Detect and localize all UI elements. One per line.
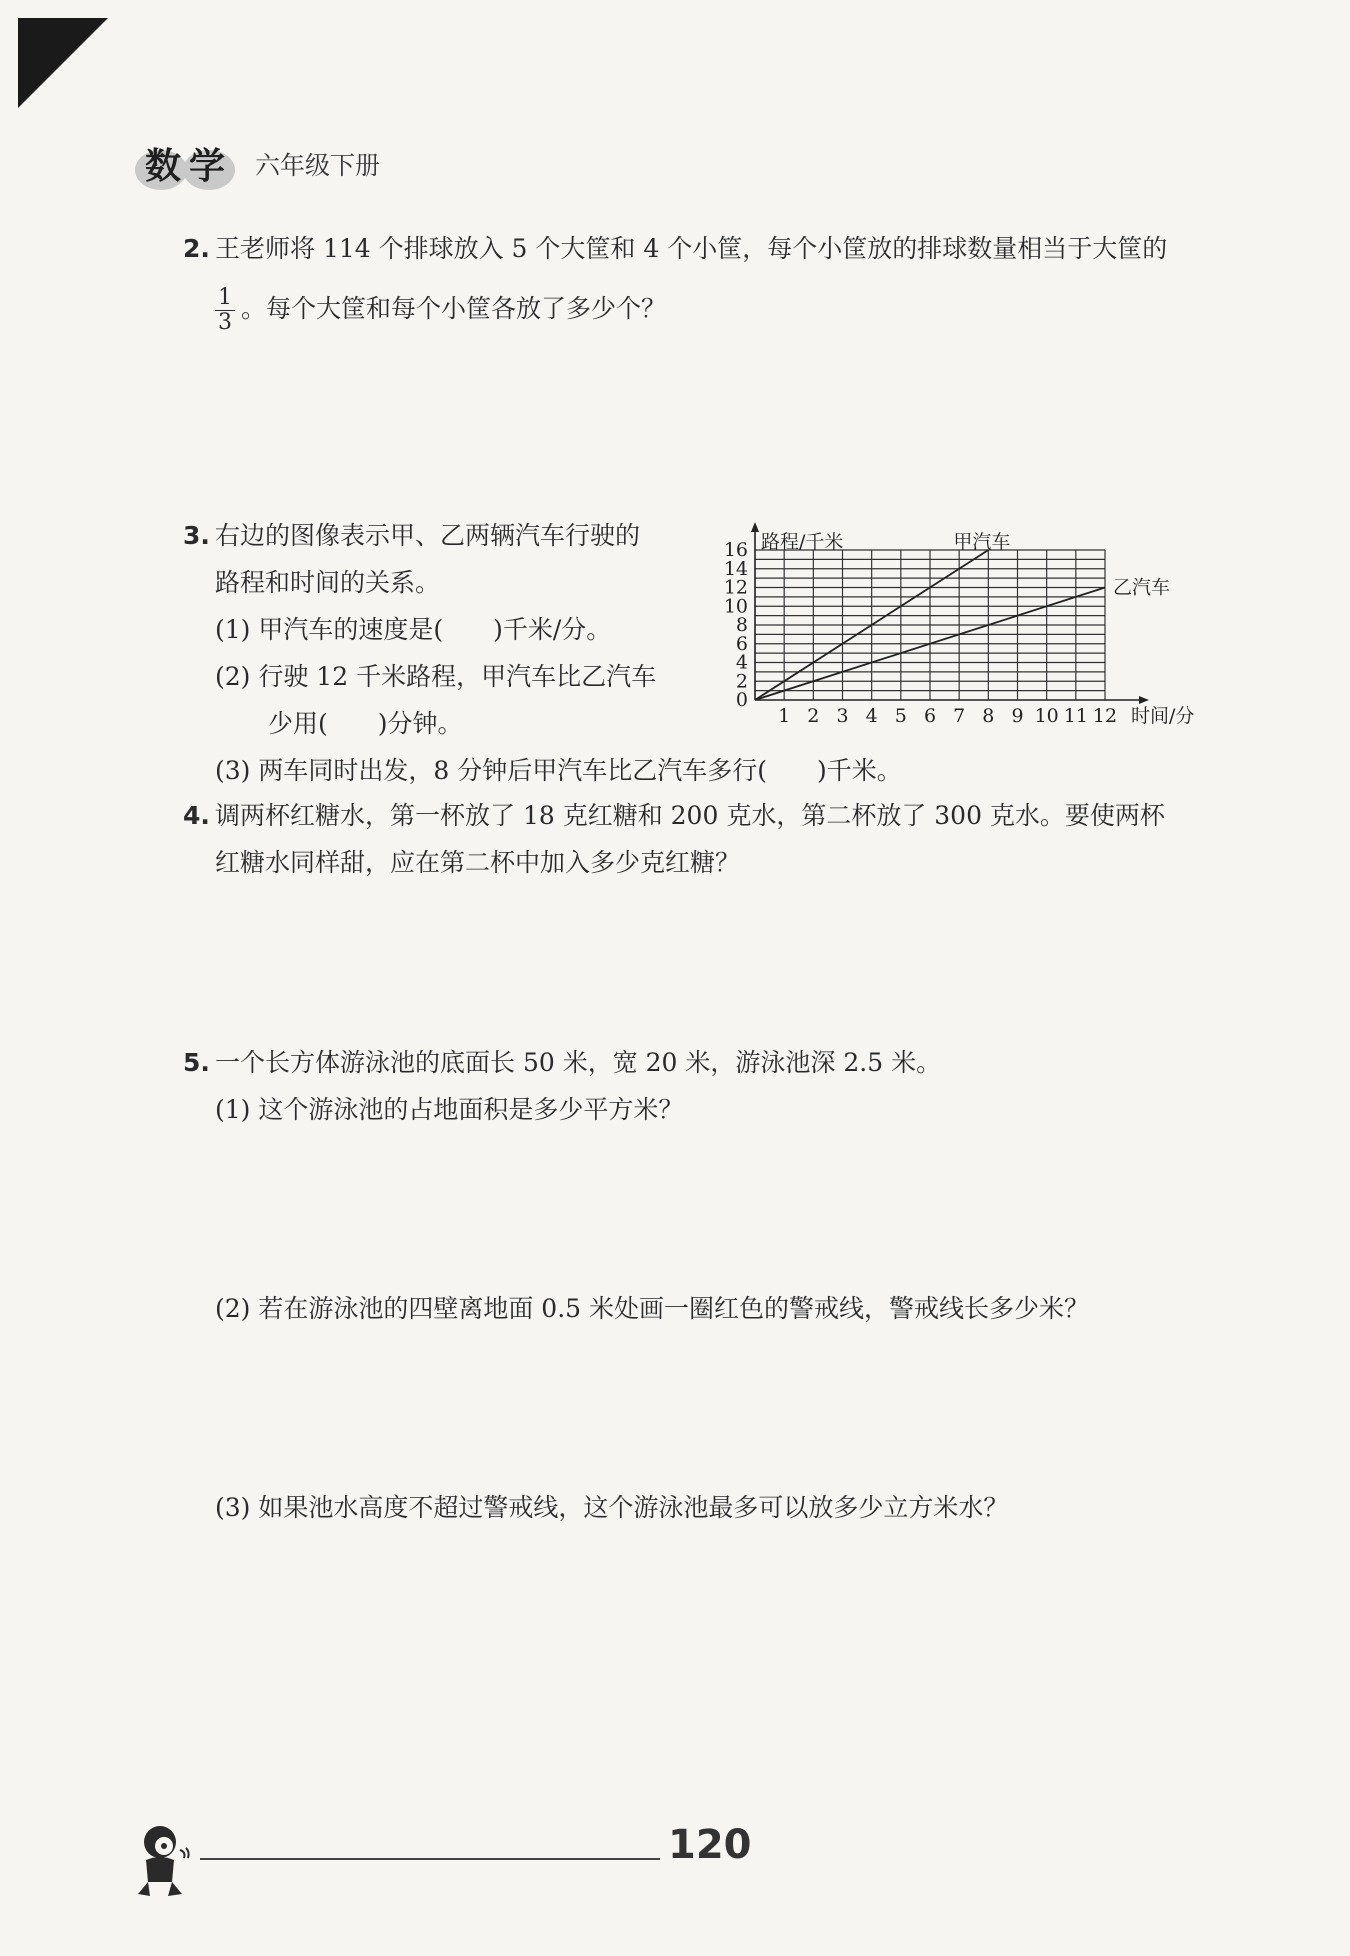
y-tick-label: 0 xyxy=(735,689,748,711)
question-5-sub2 xyxy=(215,1286,1089,1332)
x-axis-label: 时间/分 xyxy=(1131,705,1195,727)
sub-question: (1) 这个游泳池的占地面积是多少平方米？ xyxy=(215,1095,684,1124)
x-tick-label: 12 xyxy=(1092,705,1118,727)
question-number: 5. xyxy=(183,1048,210,1077)
question-number: 2. xyxy=(183,234,210,263)
distance-time-chart xyxy=(700,515,1220,735)
y-tick-label: 6 xyxy=(735,632,748,655)
x-tick-label: 4 xyxy=(865,705,878,727)
question-5-sub3 xyxy=(215,1485,1008,1531)
question-text: 右边的图像表示甲、乙两辆汽车行驶的 xyxy=(215,521,641,550)
question-4-line1 xyxy=(183,793,1165,839)
y-axis-label: 路程/千米 xyxy=(761,531,844,553)
question-5-sub1 xyxy=(215,1087,683,1133)
x-tick-label: 6 xyxy=(923,705,937,727)
x-tick-label: 11 xyxy=(1063,705,1088,727)
x-tick-label: 3 xyxy=(836,705,849,727)
x-tick-label: 2 xyxy=(807,705,820,727)
x-tick-label: 7 xyxy=(953,705,966,727)
page-number: 120 xyxy=(668,1822,752,1868)
series-label: 甲汽车 xyxy=(953,531,1011,553)
x-axis-arrow xyxy=(1139,696,1149,704)
question-text: 王老师将 114 个排球放入 5 个大筐和 4 个小筐，每个小筐放的排球数量相当于大筐的 xyxy=(215,234,1168,263)
question-text: 调两杯红糖水，第一杯放了 18 克红糖和 200 克水，第二杯放了 300 克水。要使两杯 xyxy=(215,801,1165,830)
question-3-line1 xyxy=(183,513,640,559)
x-tick-label: 8 xyxy=(982,705,995,727)
sub-question: (1) 甲汽车的速度是( )千米/分。 xyxy=(215,615,612,644)
y-tick-label: 2 xyxy=(735,670,748,693)
question-text: 。每个大筐和每个小筐各放了多少个？ xyxy=(241,294,667,323)
mascot-icon xyxy=(128,1820,198,1900)
question-text: 红糖水同样甜，应在第二杯中加入多少克红糖？ xyxy=(215,848,741,877)
question-number: 3. xyxy=(183,521,210,550)
question-3-sub1 xyxy=(215,607,611,653)
sub-question: (3) 如果池水高度不超过警戒线，这个游泳池最多可以放多少立方米水？ xyxy=(215,1493,1009,1522)
sub-question: (3) 两车同时出发，8 分钟后甲汽车比乙汽车多行( )千米。 xyxy=(215,756,902,785)
y-tick-label: 14 xyxy=(723,557,748,580)
series-label: 乙汽车 xyxy=(1113,576,1171,599)
y-tick-label: 8 xyxy=(735,614,748,636)
x-tick-label: 1 xyxy=(778,705,791,727)
subject-badge xyxy=(135,136,240,188)
question-4-line2 xyxy=(215,840,740,886)
y-tick-label: 12 xyxy=(723,576,748,599)
y-tick-label: 10 xyxy=(723,595,748,618)
sub-question: 少用( )分钟。 xyxy=(268,709,463,738)
question-3-sub2a xyxy=(215,654,656,700)
y-tick-label: 4 xyxy=(735,651,748,674)
question-3-sub2b xyxy=(268,701,463,747)
question-5-line1 xyxy=(183,1040,941,1086)
y-tick-label: 16 xyxy=(723,539,748,561)
question-3-sub3 xyxy=(215,748,902,794)
x-tick-label: 10 xyxy=(1034,705,1059,727)
footer-rule xyxy=(200,1858,660,1860)
x-tick-label: 9 xyxy=(1011,705,1024,727)
question-2-line2 xyxy=(215,286,666,335)
fraction-denominator: 3 xyxy=(218,310,232,335)
question-text: 一个长方体游泳池的底面长 50 米，宽 20 米，游泳池深 2.5 米。 xyxy=(215,1048,942,1077)
sub-question: (2) 若在游泳池的四壁离地面 0.5 米处画一圈红色的警戒线，警戒线长多少米？ xyxy=(215,1294,1090,1323)
question-3-line2 xyxy=(215,560,440,606)
x-tick-label: 5 xyxy=(894,705,907,727)
grade-label: 六年级下册 xyxy=(255,151,381,180)
fraction-numerator: 1 xyxy=(215,286,235,311)
subject-title: 数学 xyxy=(145,146,234,187)
y-axis-arrow xyxy=(751,522,759,532)
question-2-line1 xyxy=(183,226,1167,272)
question-text: 路程和时间的关系。 xyxy=(215,568,441,597)
sub-question: (2) 行驶 12 千米路程，甲汽车比乙汽车 xyxy=(215,662,657,691)
fraction xyxy=(215,286,235,335)
corner-triangle xyxy=(18,18,108,108)
question-number: 4. xyxy=(183,801,210,830)
